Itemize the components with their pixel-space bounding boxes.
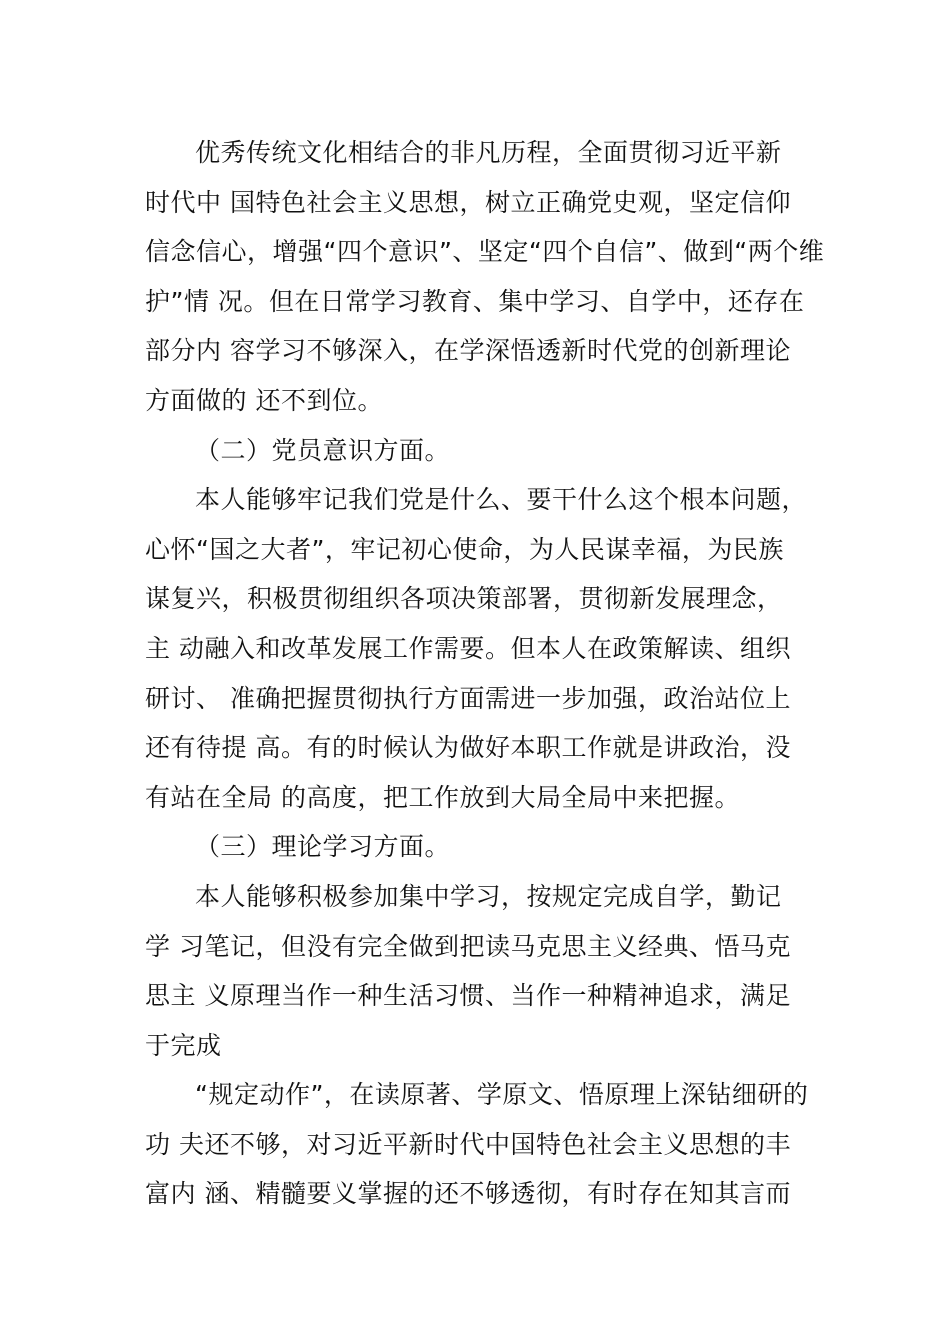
text-line: 本人能够牢记我们党是什么、要干什么这个根本问题， (195, 485, 808, 515)
text-line: 思主 义原理当作一种生活习惯、当作一种精神追求，满足 (145, 981, 791, 1011)
text-line: 还有待提 高。有的时候认为做好本职工作就是讲政治，没 (145, 733, 791, 763)
text-line: 方面做的 还不到位。 (145, 385, 383, 415)
text-line: “规定动作”，在读原著、学原文、悟原理上深钻细研的 (195, 1080, 809, 1110)
text-line: 富内 涵、精髓要义掌握的还不够透彻，有时存在知其言而 (145, 1179, 791, 1209)
text-line: 本人能够积极参加集中学习，按规定完成自学，勤记 (195, 881, 782, 911)
text-line: 信念信心，增强“四个意识”、坚定“四个自信”、做到“两个维 (145, 237, 825, 267)
text-line: 研讨、 准确把握贯彻执行方面需进一步加强，政治站位上 (145, 683, 791, 713)
document-body (145, 128, 825, 1219)
text-line: 时代中 国特色社会主义思想，树立正确党史观，坚定信仰 (145, 187, 791, 217)
text-line: 功 夫还不够，对习近平新时代中国特色社会主义思想的丰 (145, 1129, 791, 1159)
text-line: 主 动融入和改革发展工作需要。但本人在政策解读、组织 (145, 633, 791, 663)
text-line: 学 习笔记，但没有完全做到把读马克思主义经典、悟马克 (145, 931, 791, 961)
section-heading-3: （三）理论学习方面。 (195, 832, 451, 862)
text-line: 有站在全局 的高度，把工作放到大局全局中来把握。 (145, 782, 740, 812)
section-heading-2: （二）党员意识方面。 (195, 435, 451, 465)
text-line: 心怀“国之大者”，牢记初心使命，为人民谋幸福，为民族 (145, 534, 784, 564)
text-line: 于完成 (145, 1030, 222, 1060)
text-line: 部分内 容学习不够深入，在学深悟透新时代党的创新理论 (145, 336, 791, 366)
text-line: 护”情 况。但在日常学习教育、集中学习、自学中，还存在 (145, 286, 805, 316)
text-line: 谋复兴，积极贯彻组织各项决策部署，贯彻新发展理念， (145, 584, 783, 614)
text-line: 优秀传统文化相结合的非凡历程，全面贯彻习近平新 (195, 138, 782, 167)
